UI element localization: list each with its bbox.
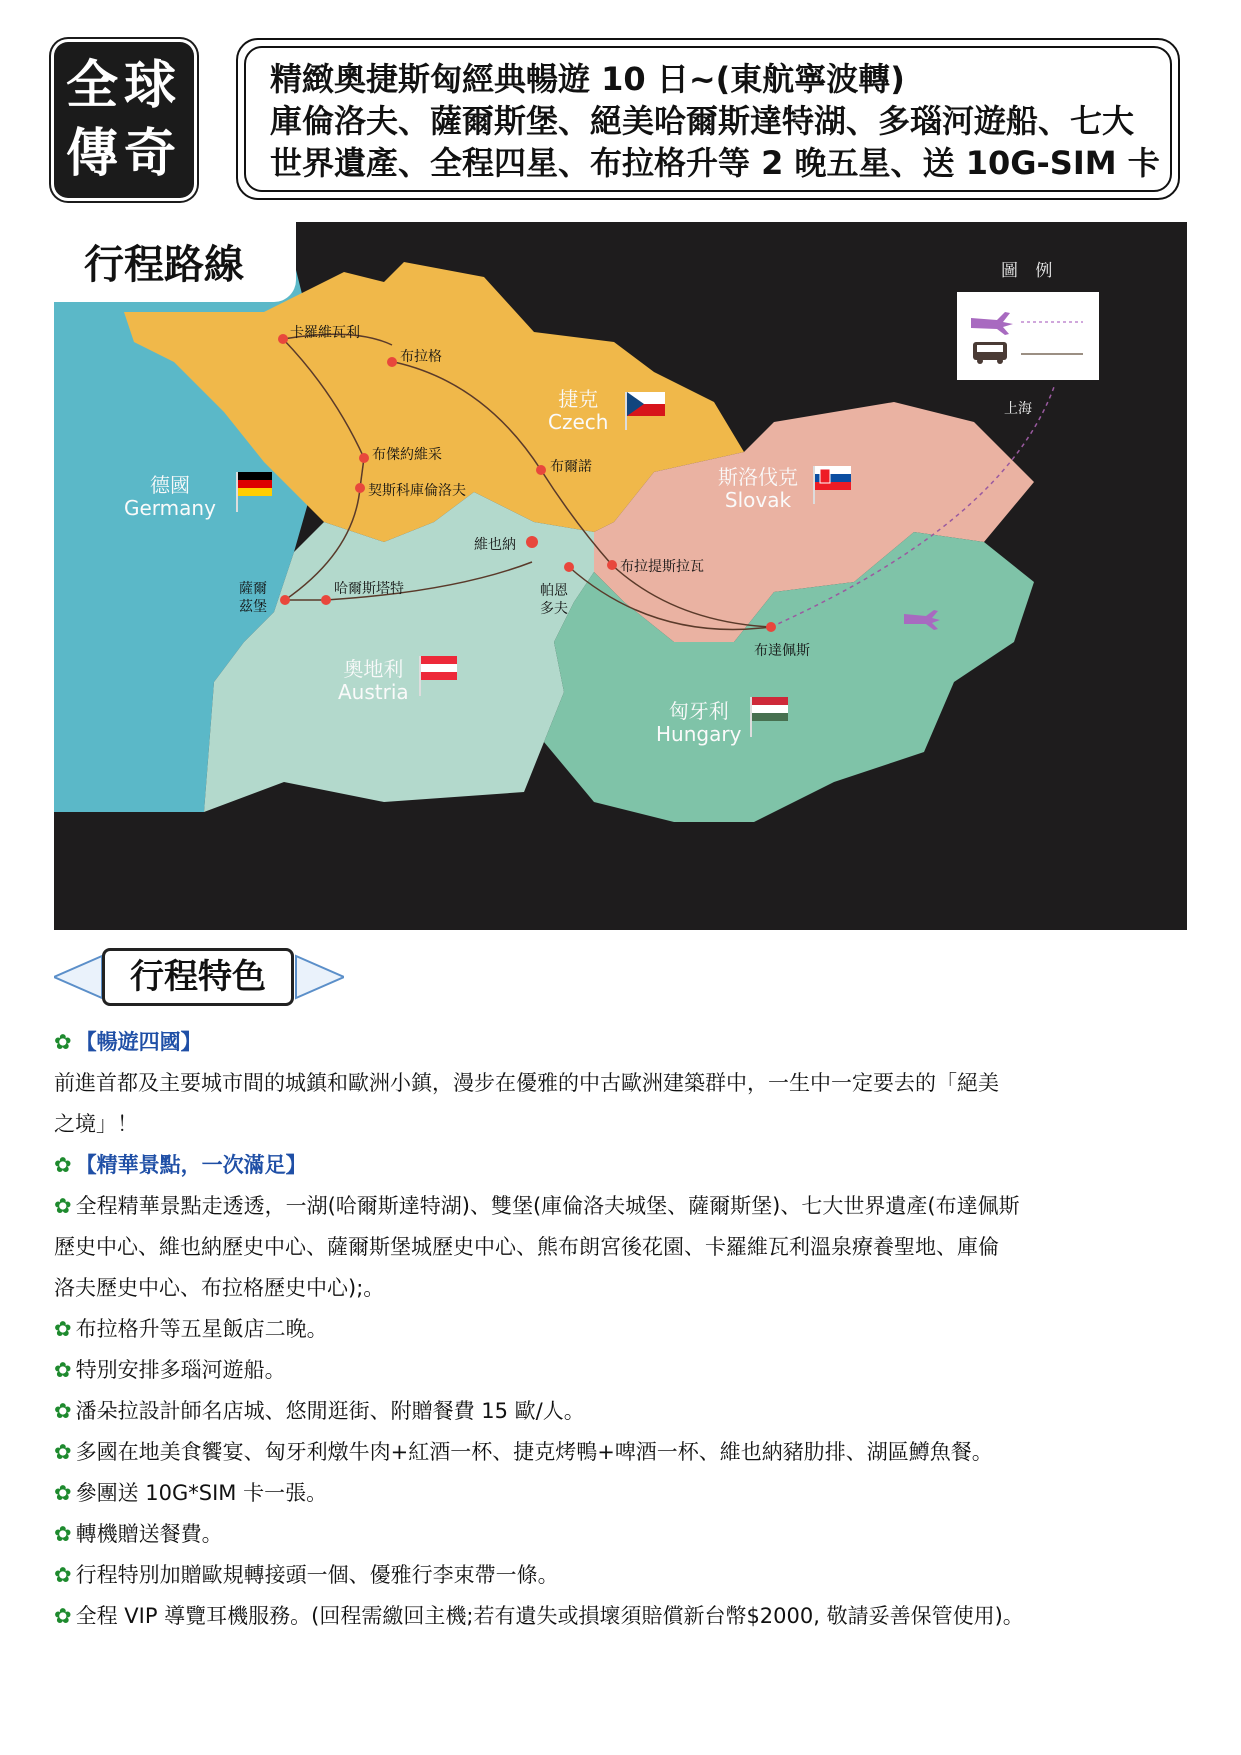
city-cesky-krumlov: 契斯科庫倫洛夫 xyxy=(368,483,466,499)
city-parndorf-line2: 多夫 xyxy=(540,601,568,617)
flower-icon: ✿ xyxy=(54,1030,72,1054)
flower-icon: ✿ xyxy=(54,1194,72,1218)
feature-heading-2: ✿ 【精華景點，一次滿足】 xyxy=(54,1153,307,1177)
brand-logo xyxy=(54,42,194,198)
legend-title: 圖 例 xyxy=(1001,261,1059,281)
country-austria: 奧地利 Austria xyxy=(338,657,409,704)
country-germany: 德國 Germany xyxy=(124,473,216,520)
city-prague: 布拉格 xyxy=(400,349,442,365)
flower-icon: ✿ xyxy=(54,1153,72,1177)
feature-item-1-cont-1: 歷史中心、維也納歷史中心、薩爾斯堡城歷史中心、熊布朗宮後花園、卡羅維瓦利溫泉療養聖地、庫倫 xyxy=(54,1235,999,1259)
tour-title: 精緻奧捷斯匈經典暢遊 10 日~(東航寧波轉) xyxy=(270,60,905,98)
feature-paragraph-1b: 之境」！ xyxy=(54,1112,138,1136)
brand-line-1: 全球 xyxy=(65,56,182,116)
flower-icon: ✿ xyxy=(54,1399,72,1423)
country-hungary: 匈牙利 Hungary xyxy=(656,699,742,746)
city-brno: 布爾諾 xyxy=(550,459,592,475)
feature-item-4: ✿ 潘朵拉設計師名店城、悠閒逛街、附贈餐費 15 歐/人。 xyxy=(54,1399,585,1423)
city-karlovy-vary: 卡羅維瓦利 xyxy=(290,325,360,341)
features-list xyxy=(54,1022,1187,1637)
map-title: 行程路線 xyxy=(54,222,296,302)
feature-heading-1: ✿ 【暢遊四國】 xyxy=(54,1030,202,1054)
city-shanghai: 上海 xyxy=(1004,401,1032,417)
flower-icon: ✿ xyxy=(54,1522,72,1546)
feature-item-1-cont-2: 洛夫歷史中心、布拉格歷史中心);。 xyxy=(54,1276,385,1300)
flower-icon: ✿ xyxy=(54,1604,72,1628)
city-salzburg-line1: 薩爾 xyxy=(239,581,267,597)
city-bratislava: 布拉提斯拉瓦 xyxy=(620,559,704,575)
flower-icon: ✿ xyxy=(54,1481,72,1505)
city-parndorf-line1: 帕恩 xyxy=(540,583,568,599)
flower-icon: ✿ xyxy=(54,1358,72,1382)
brand-line-2: 傳奇 xyxy=(65,124,182,184)
country-czech: 捷克 Czech xyxy=(548,387,609,434)
feature-item-8: ✿ 行程特別加贈歐規轉接頭一個、優雅行李束帶一條。 xyxy=(54,1563,559,1587)
city-vienna: 維也納 xyxy=(474,537,516,553)
legend-plane-icon xyxy=(971,312,1013,335)
feature-paragraph-1a: 前進首都及主要城市間的城鎮和歐洲小鎮，漫步在優雅的中古歐洲建築群中，一生中一定要去的「絕美 xyxy=(54,1071,999,1095)
city-salzburg-line2: 茲堡 xyxy=(239,599,267,615)
tour-highlights-1: 庫倫洛夫、薩爾斯堡、絕美哈爾斯達特湖、多瑙河遊船、七大 xyxy=(270,102,1135,140)
feature-item-9: ✿ 全程 VIP 導覽耳機服務。(回程需繳回主機;若有遺失或損壞須賠償新台幣$2000, 敬請妥善保管使用)。 xyxy=(54,1604,1024,1628)
tour-title-box xyxy=(236,38,1180,200)
features-title: 行程特色 xyxy=(102,948,294,1006)
city-hallstatt: 哈爾斯塔特 xyxy=(334,581,404,597)
flower-icon: ✿ xyxy=(54,1440,72,1464)
feature-item-2: ✿ 布拉格升等五星飯店二晚。 xyxy=(54,1317,328,1341)
legend-bus-icon xyxy=(973,342,1007,364)
feature-item-6: ✿ 參團送 10G*SIM 卡一張。 xyxy=(54,1481,328,1505)
map-legend xyxy=(957,292,1099,380)
feature-item-7: ✿ 轉機贈送餐費。 xyxy=(54,1522,223,1546)
feature-item-3: ✿ 特別安排多瑙河遊船。 xyxy=(54,1358,286,1382)
route-map xyxy=(54,222,1187,930)
flower-icon: ✿ xyxy=(54,1317,72,1341)
feature-item-5: ✿ 多國在地美食饗宴、匈牙利燉牛肉+紅酒一杯、捷克烤鴨+啤酒一杯、維也納豬肋排、湖區鱒魚餐。 xyxy=(54,1440,993,1464)
flower-icon: ✿ xyxy=(54,1563,72,1587)
city-budapest: 布達佩斯 xyxy=(754,643,810,659)
legend-graphic xyxy=(957,292,1099,380)
tour-highlights-2: 世界遺產、全程四星、布拉格升等 2 晚五星、送 10G-SIM 卡 xyxy=(270,144,1160,182)
feature-item-1: ✿ 全程精華景點走透透，一湖(哈爾斯達特湖)、雙堡(庫倫洛夫城堡、薩爾斯堡)、七大世界遺產(布達佩斯 xyxy=(54,1194,1020,1218)
city-budweis: 布傑約維采 xyxy=(372,447,442,463)
country-slovak: 斯洛伐克 Slovak xyxy=(718,465,798,512)
